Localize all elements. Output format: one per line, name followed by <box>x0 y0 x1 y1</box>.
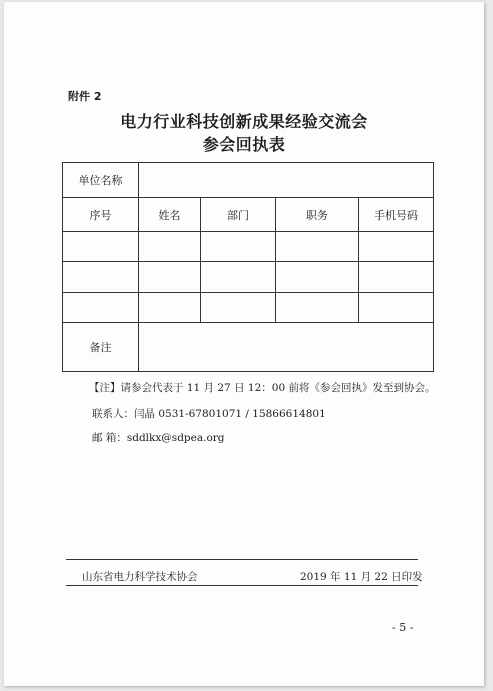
table-cell[interactable] <box>201 262 276 293</box>
unit-name-field[interactable] <box>139 163 434 198</box>
column-header: 职务 <box>276 198 359 232</box>
remarks-label: 备注 <box>63 323 139 372</box>
table-cell[interactable] <box>139 232 201 262</box>
table-cell[interactable] <box>63 262 139 293</box>
table-row <box>63 232 434 262</box>
table-cell[interactable] <box>63 232 139 262</box>
column-header: 部门 <box>201 198 276 232</box>
table-cell[interactable] <box>139 262 201 293</box>
registration-form-table <box>62 162 434 372</box>
column-header: 姓名 <box>139 198 201 232</box>
table-cell[interactable] <box>201 293 276 323</box>
unit-row <box>63 163 434 198</box>
footer-rule-bottom <box>66 585 418 586</box>
remarks-row <box>63 323 434 372</box>
table-cell[interactable] <box>63 293 139 323</box>
email-info: 邮 箱：sddlkx@sdpea.org <box>92 432 225 444</box>
table-cell[interactable] <box>276 262 359 293</box>
document-title: 电力行业科技创新成果经验交流会 <box>120 112 368 131</box>
table-cell[interactable] <box>201 232 276 262</box>
contact-info: 联系人：闫晶 0531-67801071 / 15866614801 <box>92 408 326 420</box>
table-row <box>63 262 434 293</box>
attachment-label: 附件 2 <box>68 90 102 103</box>
table-cell[interactable] <box>276 232 359 262</box>
submission-note: 【注】请参会代表于 11 月 27 日 12：00 前将《参会回执》发至到协会。 <box>89 382 436 394</box>
remarks-field[interactable] <box>139 323 434 372</box>
document-page <box>4 2 484 686</box>
unit-name-label: 单位名称 <box>63 163 139 198</box>
table-cell[interactable] <box>276 293 359 323</box>
issue-date: 2019 年 11 月 22 日印发 <box>300 571 423 583</box>
document-subtitle: 参会回执表 <box>202 135 286 154</box>
table-row <box>63 293 434 323</box>
page-number: - 5 - <box>392 621 414 634</box>
issuing-organization: 山东省电力科学技术协会 <box>82 571 198 583</box>
column-header: 序号 <box>63 198 139 232</box>
footer-rule-top <box>66 559 418 560</box>
column-header: 手机号码 <box>359 198 434 232</box>
header-row <box>63 198 434 232</box>
table-cell[interactable] <box>359 293 434 323</box>
table-cell[interactable] <box>359 262 434 293</box>
table-cell[interactable] <box>139 293 201 323</box>
table-cell[interactable] <box>359 232 434 262</box>
